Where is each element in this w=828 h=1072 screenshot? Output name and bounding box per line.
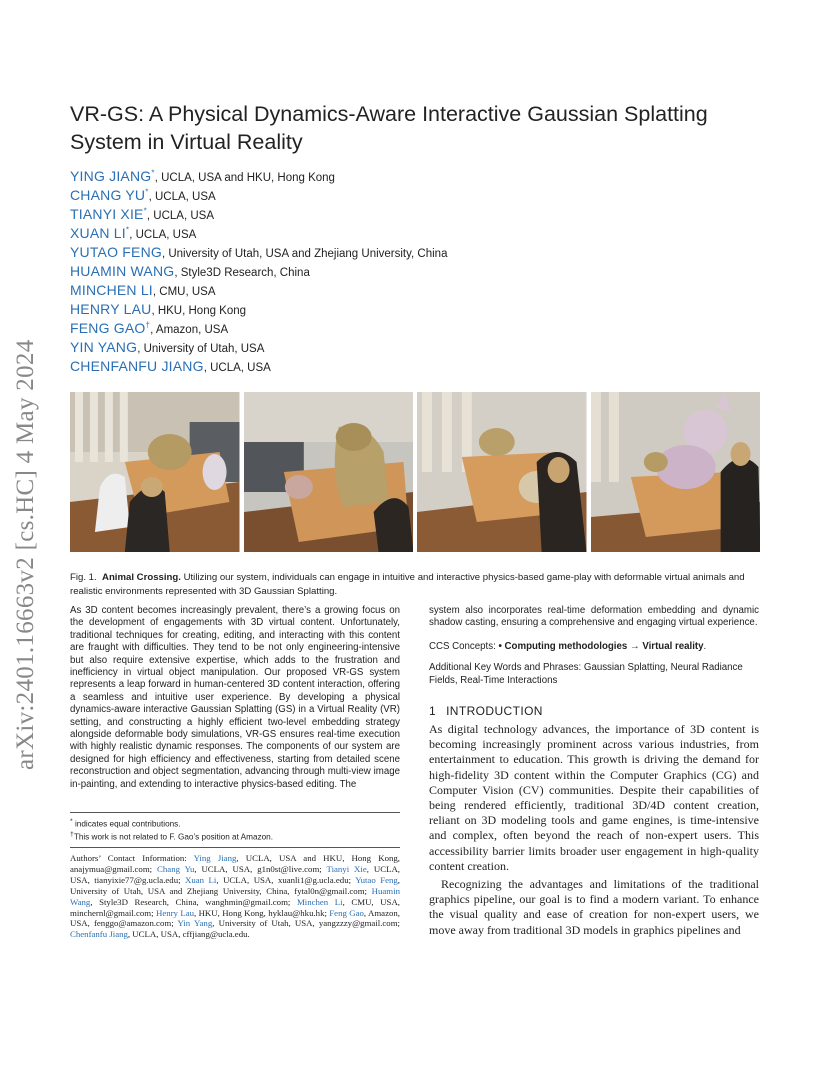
author-link[interactable]: Henry Lau bbox=[155, 907, 194, 918]
footnotes: * indicates equal contributions. †This work is not related to F. Gao’s position at Amazon. bbox=[70, 812, 400, 843]
ccs-concepts: CCS Concepts: • Computing methodologies → Virtual reality. bbox=[429, 640, 707, 652]
author-line: HENRY LAU, HKU, Hong Kong bbox=[70, 301, 247, 317]
author-link[interactable]: Chang Yu bbox=[157, 863, 195, 874]
author-list bbox=[70, 168, 770, 377]
intro-paragraph-2: Recognizing the advantages and limitations of the traditional graphics pipeline, our goal is to find a modern variant. To enhance the visual quality and ease of creation for non-expert users, we move away from traditional 3D models in graphics pipelines and bbox=[429, 877, 759, 937]
author-name[interactable]: HUAMIN WANG bbox=[70, 263, 175, 279]
author-line: HUAMIN WANG, Style3D Research, China bbox=[70, 263, 310, 279]
author-name[interactable]: CHANG YU* bbox=[70, 187, 149, 203]
intro-paragraph-1: As digital technology advances, the importance of 3D content is becoming increasingly prominent across various industries, from entertainment to education. This growth is driving the demand for high-fidelity 3D content within the Computer Graphics (CG) and Computer Vision (CV) communities. Despite their capabilities of being rendered efficiently, traditional 3D/4D content creation, reliant on 3D modeling tools and game engines, is time-intensive and complex, often beyond the reach of non-expert users. This accessibility barrier limits broader user engagement in high-quality content creation. bbox=[429, 722, 759, 873]
arxiv-identifier: arXiv:2401.16663v2 [cs.HC] 4 May 2024 bbox=[12, 339, 39, 770]
paper-title: VR-GS: A Physical Dynamics-Aware Interactive Gaussian Splatting System in Virtual Reality bbox=[70, 102, 708, 154]
section-heading: 1 INTRODUCTION bbox=[429, 704, 543, 719]
author-line: YUTAO FENG, University of Utah, USA and Zhejiang University, China bbox=[70, 244, 448, 260]
author-name[interactable]: YIN YANG bbox=[70, 339, 138, 355]
author-line: YIN YANG, University of Utah, USA bbox=[70, 339, 265, 355]
author-name[interactable]: CHENFANFU JIANG bbox=[70, 358, 204, 374]
author-link[interactable]: Tianyi Xie bbox=[326, 863, 367, 874]
keywords: Additional Key Words and Phrases: Gaussian Splatting, Neural Radiance Fields, Real-Time Interactions bbox=[429, 662, 743, 686]
author-name[interactable]: MINCHEN LI bbox=[70, 282, 153, 298]
author-line: MINCHEN LI, CMU, USA bbox=[70, 282, 216, 298]
teaser-photo-1 bbox=[70, 392, 240, 552]
teaser-figure bbox=[70, 392, 760, 552]
author-line: CHANG YU*, UCLA, USA bbox=[70, 187, 216, 203]
teaser-photo-3 bbox=[417, 392, 587, 552]
author-name[interactable]: YING JIANG* bbox=[70, 168, 155, 184]
author-link[interactable]: Feng Gao bbox=[329, 907, 364, 918]
author-name[interactable]: XUAN LI* bbox=[70, 225, 130, 241]
author-link[interactable]: Xuan Li bbox=[185, 874, 217, 885]
figure-caption: Fig. 1. Animal Crossing. Utilizing our system, individuals can engage in intuitive and interactive physics-based game-play with deformable virtual animals and realistic environments represented with 3D Gaussian Splatting. bbox=[70, 572, 745, 597]
author-name[interactable]: YUTAO FENG bbox=[70, 244, 162, 260]
author-line: FENG GAO†, Amazon, USA bbox=[70, 320, 229, 336]
right-column bbox=[429, 605, 759, 938]
author-line: CHENFANFU JIANG, UCLA, USA bbox=[70, 358, 271, 374]
abstract-left: As 3D content becomes increasingly prevalent, there’s a growing focus on the development of engagements with 3D virtual content. Unfortunately, traditional techniques for creating, editing, and interacting with this content are fraught with difficulties. They tend to be not only engineering-intensive but also require extensive expertise, which adds to the frustration and inefficiency in virtual object manipulation. Our proposed VR-GS system represents a leap forward in human-centered 3D content interaction, offering a seamless and intuitive user experience. By developing a physical dynamics-aware interactive Gaussian Splatting (GS) in a Virtual Reality (VR) setting, and constructing a highly efficient two-level embedding strategy alongside deformable body simulations, VR-GS ensures real-time execution with highly realistic dynamic responses. The components of our system are designed for high efficiency and effectiveness, starting from detailed scene reconstruction and object segmentation, advancing through multi-view image in-painting, and extending to interactive physics-based editing. The bbox=[70, 605, 400, 790]
author-name[interactable]: FENG GAO† bbox=[70, 320, 151, 336]
teaser-photo-2 bbox=[244, 392, 414, 552]
author-link[interactable]: Yin Yang bbox=[177, 918, 213, 929]
author-name[interactable]: TIANYI XIE* bbox=[70, 206, 147, 222]
author-link[interactable]: Chenfanfu Jiang bbox=[70, 929, 128, 940]
author-name[interactable]: HENRY LAU bbox=[70, 301, 152, 317]
author-link[interactable]: Huamin Wang bbox=[70, 885, 400, 907]
author-line: TIANYI XIE*, UCLA, USA bbox=[70, 206, 215, 222]
author-line: XUAN LI*, UCLA, USA bbox=[70, 225, 197, 241]
abstract-right: system also incorporates real-time deformation embedding and dynamic shadow casting, ensuring a comprehensive and engaging virtual experience. bbox=[429, 605, 759, 629]
contact-information: Authors’ Contact Information: Ying Jiang, UCLA, USA and HKU, Hong Kong, anajymua@gmail.com; Chang Yu, UCLA, USA, g1n0st@live.com; Tianyi Xie, UCLA, USA, tianyixie77@g.ucla.edu; Xuan Li, UCLA, USA, xuanli1@g.ucla.edu; Yutao Feng, University of Utah, USA and Zhejiang University, China, fytal0n@gmail.com; Huamin Wang, Style3D Research, China, wanghmin@gmail.com; Minchen Li, CMU, USA, minchernl@gmail.com; Henry Lau, HKU, Hong Kong, hyklau@hku.hk; Feng Gao, Amazon, USA, fenggo@amazon.com; Yin Yang, University of Utah, USA, yangzzzy@gmail.com; Chenfanfu Jiang, UCLA, USA, cffjiang@ucla.edu. bbox=[70, 847, 400, 940]
author-link[interactable]: Ying Jiang bbox=[193, 853, 237, 863]
teaser-photo-4 bbox=[591, 392, 761, 552]
author-line: YING JIANG*, UCLA, USA and HKU, Hong Kong bbox=[70, 168, 335, 184]
author-link[interactable]: Minchen Li bbox=[296, 896, 343, 907]
author-link[interactable]: Yutao Feng bbox=[355, 874, 398, 885]
